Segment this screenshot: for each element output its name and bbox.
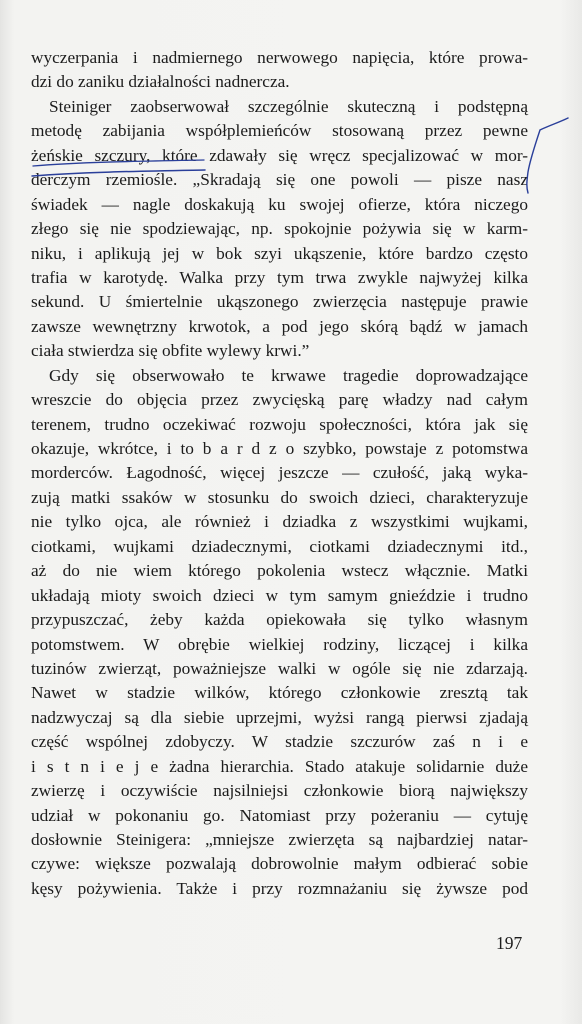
text-line: żeńskie szczury, które zdawały się wręcz specjalizować w mor- (31, 145, 528, 165)
text-line: tuzinów zwierząt, poważniejsze walki w ogóle się nie zdarzają. (31, 658, 528, 678)
text-line: ciała stwierdza się obfite wylewy krwi.” (31, 341, 310, 361)
text-line: nadzwyczaj są dla siebie uprzejmi, wyżsi rangą pierwsi zjadają (31, 707, 528, 727)
text-line: dosłownie Steinigera: „mniejsze zwierzęta są najbardziej natar- (31, 830, 528, 849)
pen-margin-bracket (527, 118, 568, 193)
text-line: Gdy się obserwowało te krwawe tragedie doprowadzające (49, 365, 528, 385)
text-line: morderców. Łagodność, więcej jeszcze — czułość, jaką wyka- (31, 463, 528, 483)
text-line: niku, i aplikują jej w bok szyi ukąszenie, które bardzo często (31, 243, 528, 263)
text-line: Nawet w stadzie wilków, którego członkowie zresztą tak (31, 683, 528, 703)
text-line: terenem, trudno oczekiwać rozwoju społeczności, która jak się (31, 414, 528, 434)
text-line: sekund. U śmiertelnie ukąszonego zwierzęcia następuje prawie (31, 292, 528, 312)
text-line: wreszcie do objęcia przez zwycięską parę władzy nad całym (31, 390, 528, 410)
text-line: złego się nie spodziewając, np. spokojnie pożywia się w karm- (31, 219, 528, 239)
text-line: metodę zabijania współplemieńców stosowaną przez pewne (31, 121, 528, 141)
text-line: układają mioty swoich dzieci w tym samym gnieździe i trudno (31, 585, 528, 605)
page-number: 197 (496, 933, 523, 953)
text-line: derczym rzemiośle. „Skradają się one powoli — pisze nasz (31, 170, 528, 190)
text-line: czywe: większe pozwalają dobrowolnie małym odbierać sobie (31, 854, 528, 874)
text-line: zawsze wewnętrzny krwotok, a pod jego skórą bądź w jamach (31, 316, 528, 336)
text-line: świadek — nagle doskakują ku swojej ofierze, która niczego (31, 194, 528, 214)
text-line: udział w pokonaniu go. Natomiast przy pożeraniu — cytuję (31, 805, 528, 825)
text-line: trafia w karotydę. Walka przy tym trwa zwykle najwyżej kilka (31, 267, 528, 287)
text-line: przypuszczać, żeby każda opiekowała się tylko własnym (31, 610, 528, 630)
text-line: wyczerpania i nadmiernego nerwowego napięcia, które prowa- (31, 48, 528, 67)
text-line: Steiniger zaobserwował szczególnie skuteczną i podstępną (49, 96, 528, 116)
text-line: okazuje, wkrótce, i to b a r d z o szybko, powstaje z potomstwa (31, 439, 528, 458)
text-line: aż do nie wiem którego pokolenia wstecz włącznie. Matki (31, 561, 528, 581)
text-line: kęsy pożywienia. Także i przy rozmnażaniu się żywsze pod (31, 878, 528, 898)
text-line: zują matki ssaków w stosunku do swoich dzieci, charakteryzuje (31, 487, 528, 507)
text-line: dzi do zaniku działalności nadnercza. (31, 72, 290, 92)
text-line: potomstwem. W obrębie wielkiej rodziny, liczącej i kilka (31, 634, 528, 654)
text-line: zwierzę i oczywiście najsilniejsi członkowie biorą największy (31, 781, 528, 801)
text-line: i s t n i e j e żadna hierarchia. Stado atakuje solidarnie duże (31, 756, 528, 776)
body-text (31, 46, 528, 901)
text-line: nie tylko ojca, ale również i dziadka z wszystkimi wujkami, (31, 512, 528, 532)
text-line: część wspólnej zdobyczy. W stadzie szczurów zaś n i e (31, 732, 528, 752)
text-line: ciotkami, wujkami dziadecznymi, ciotkami dziadecznymi itd., (31, 536, 528, 556)
